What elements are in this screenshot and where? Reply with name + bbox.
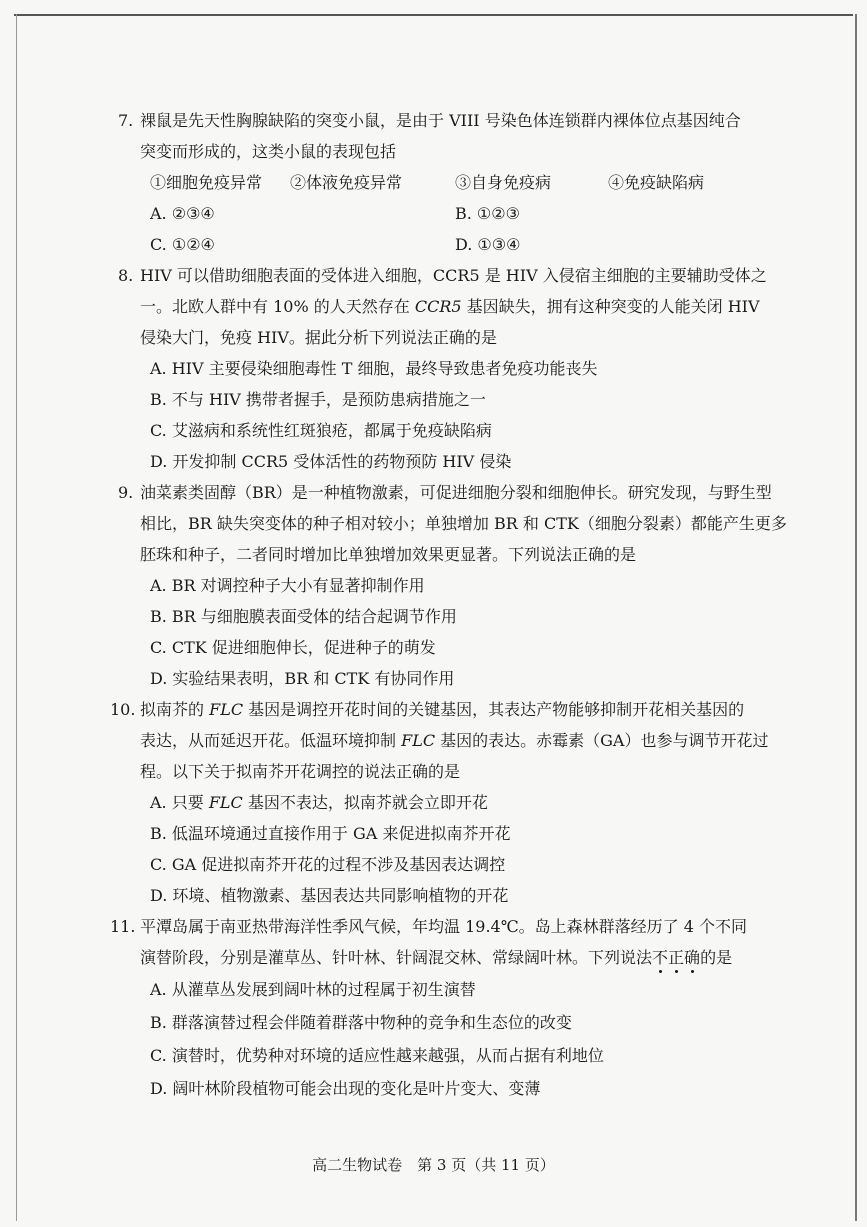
question-number: 10. — [110, 700, 136, 719]
question-stem-line: 程。以下关于拟南芥开花调控的说法正确的是 — [140, 762, 461, 781]
option-c: C. CTK 促进细胞伸长，促进种子的萌发 — [150, 638, 436, 657]
option-a: A. 只要 FLC 基因不表达，拟南芥就会立即开花 — [150, 793, 488, 812]
emphasis-dot-char: 不 — [652, 948, 669, 967]
option-b: B. BR 与细胞膜表面受体的结合起调节作用 — [150, 607, 457, 626]
question-stem-line: 表达，从而延迟开花。低温环境抑制 FLC 基因的表达。赤霉素（GA）也参与调节开花过 — [140, 731, 769, 750]
option-d: D. 实验结果表明，BR 和 CTK 有协同作用 — [150, 669, 455, 688]
option-a: A. ②③④ — [150, 204, 215, 223]
page-footer: 高二生物试卷 第 3 页（共 11 页） — [312, 1156, 555, 1174]
option-a: A. BR 对调控种子大小有显著抑制作用 — [150, 576, 425, 595]
option-a: A. HIV 主要侵染细胞毒性 T 细胞，最终导致患者免疫功能丧失 — [150, 359, 598, 378]
option-d: D. 环境、植物激素、基因表达共同影响植物的开花 — [150, 886, 509, 905]
question-stem-line: 相比，BR 缺失突变体的种子相对较小；单独增加 BR 和 CTK（细胞分裂素）都能产生更多 — [140, 514, 787, 533]
option-c: C. 艾滋病和系统性红斑狼疮，都属于免疫缺陷病 — [150, 421, 492, 440]
option-d: D. ①③④ — [455, 235, 521, 254]
question-stem-line: 裸鼠是先天性胸腺缺陷的突变小鼠，是由于 VIII 号染色体连锁群内裸体位点基因纯合 — [140, 111, 741, 130]
question-stem-line: 突变而形成的，这类小鼠的表现包括 — [140, 142, 397, 161]
question-stem-line: 平潭岛属于南亚热带海洋性季风气候，年均温 19.4℃。岛上森林群落经历了 4 个不同 — [140, 917, 747, 936]
option-d: D. 阔叶林阶段植物可能会出现的变化是叶片变大、变薄 — [150, 1079, 541, 1098]
emphasis-dot-char: 正 — [668, 948, 685, 967]
question-number: 11. — [110, 917, 136, 936]
emphasis-dot-char: 确 — [684, 948, 701, 967]
question-stem-line: 演替阶段，分别是灌草丛、针叶林、针阔混交林、常绿阔叶林。下列说法不正确的是 — [140, 948, 733, 967]
option-a: A. 从灌草丛发展到阔叶林的过程属于初生演替 — [150, 980, 476, 999]
option-b: B. 低温环境通过直接作用于 GA 来促进拟南芥开花 — [150, 824, 511, 843]
scan-border-left — [16, 14, 17, 1221]
statement-item: ③自身免疫病 — [455, 173, 552, 192]
question-stem-line: 拟南芥的 FLC 基因是调控开花时间的关键基因，其表达产物能够抑制开花相关基因的 — [140, 700, 745, 719]
scan-border-right — [855, 14, 857, 1221]
scan-border-top — [14, 14, 853, 16]
question-number: 9. — [118, 483, 134, 502]
option-c: C. 演替时，优势种对环境的适应性越来越强，从而占据有利地位 — [150, 1046, 604, 1065]
statement-item: ④免疫缺陷病 — [608, 173, 705, 192]
option-b: B. 不与 HIV 携带者握手，是预防患病措施之一 — [150, 390, 486, 409]
question-number: 8. — [118, 266, 134, 285]
option-c: C. ①②④ — [150, 235, 215, 254]
question-stem-line: 一。北欧人群中有 10% 的人天然存在 CCR5 基因缺失，拥有这种突变的人能关闭 HIV — [140, 297, 760, 316]
statement-item: ②体液免疫异常 — [290, 173, 403, 192]
question-number: 7. — [118, 111, 134, 130]
option-b: B. ①②③ — [455, 204, 520, 223]
statement-item: ①细胞免疫异常 — [150, 173, 263, 192]
question-stem-line: 胚珠和种子，二者同时增加比单独增加效果更显著。下列说法正确的是 — [140, 545, 637, 564]
question-stem-line: HIV 可以借助细胞表面的受体进入细胞，CCR5 是 HIV 入侵宿主细胞的主要辅助受体之 — [140, 266, 767, 285]
option-c: C. GA 促进拟南芥开花的过程不涉及基因表达调控 — [150, 855, 506, 874]
question-stem-line: 侵染大门，免疫 HIV。据此分析下列说法正确的是 — [140, 328, 497, 347]
option-b: B. 群落演替过程会伴随着群落中物种的竞争和生态位的改变 — [150, 1013, 572, 1032]
option-d: D. 开发抑制 CCR5 受体活性的药物预防 HIV 侵染 — [150, 452, 512, 471]
question-stem-line: 油菜素类固醇（BR）是一种植物激素，可促进细胞分裂和细胞伸长。研究发现，与野生型 — [140, 483, 772, 502]
